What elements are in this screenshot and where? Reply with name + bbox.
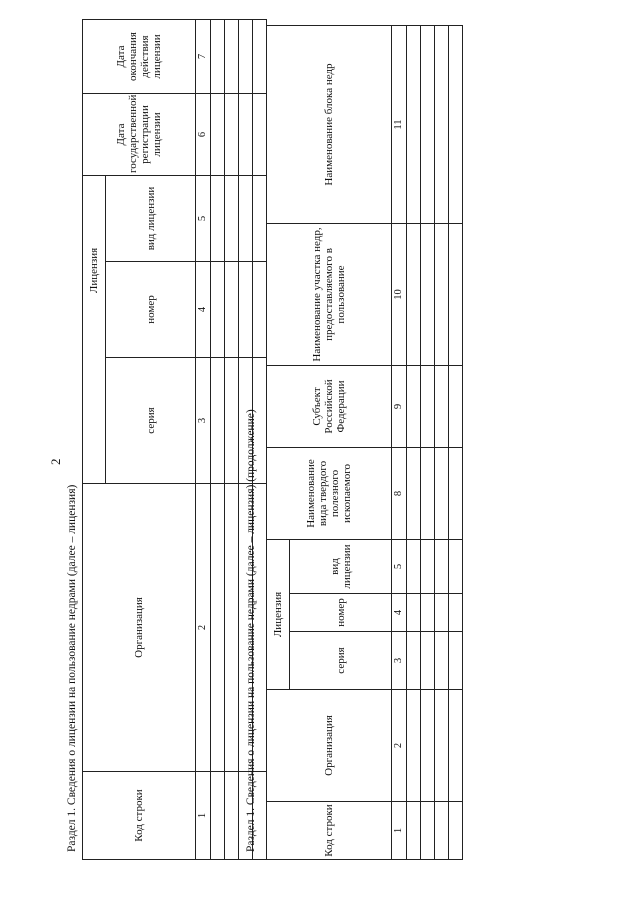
header-naim-vida: Наименование вида твердого полезного ископаемого <box>267 448 392 540</box>
cell-seriya[interactable] <box>211 358 225 484</box>
cell-seriya[interactable] <box>449 632 463 690</box>
cell-subekt[interactable] <box>407 366 421 448</box>
col-num: 5 <box>392 540 407 594</box>
header-org: Организация <box>83 484 196 772</box>
cell-org[interactable] <box>421 690 435 802</box>
cell-kod[interactable] <box>449 802 463 860</box>
cell-nomer[interactable] <box>211 262 225 358</box>
cell-nomer[interactable] <box>225 262 239 358</box>
cell-data-okon[interactable] <box>225 19 239 93</box>
cell-data-okon[interactable] <box>211 19 225 93</box>
header-subekt: Субъект Российской Федерации <box>267 366 392 448</box>
cell-naim-uchastka[interactable] <box>421 224 435 366</box>
col-num: 8 <box>392 448 407 540</box>
cell-vid[interactable] <box>239 175 253 261</box>
header-nomer: номер <box>106 262 196 358</box>
cell-kod[interactable] <box>225 772 239 860</box>
cell-nomer[interactable] <box>407 594 421 632</box>
cell-nomer[interactable] <box>449 594 463 632</box>
section-1-title: Раздел 1. Сведения о лицензии на пользование недрами (далее – лицензия) <box>66 484 78 852</box>
header-vid: вид лицензии <box>290 540 392 594</box>
cell-kod[interactable] <box>407 802 421 860</box>
table-row <box>407 26 421 860</box>
cell-naim-vida[interactable] <box>449 448 463 540</box>
header-data-reg: Дата государственной регистрации лицензии <box>83 93 196 175</box>
table-row <box>435 26 449 860</box>
cell-data-reg[interactable] <box>225 93 239 175</box>
cell-nomer[interactable] <box>239 262 253 358</box>
cell-nomer[interactable] <box>435 594 449 632</box>
header-org: Организация <box>267 690 392 802</box>
table-row <box>225 19 239 859</box>
col-num: 10 <box>392 224 407 366</box>
cell-data-okon[interactable] <box>239 19 253 93</box>
col-num: 4 <box>196 262 211 358</box>
cell-nomer[interactable] <box>421 594 435 632</box>
header-naim-bloka: Наименование блока недр <box>267 26 392 224</box>
table-row <box>211 19 225 859</box>
cell-subekt[interactable] <box>421 366 435 448</box>
cell-naim-vida[interactable] <box>407 448 421 540</box>
cell-vid[interactable] <box>421 540 435 594</box>
header-licenziya: Лицензия <box>267 540 290 690</box>
cell-vid[interactable] <box>211 175 225 261</box>
cell-vid[interactable] <box>407 540 421 594</box>
cell-data-reg[interactable] <box>239 93 253 175</box>
table-row <box>449 26 463 860</box>
header-seriya: серия <box>106 358 196 484</box>
cell-vid[interactable] <box>435 540 449 594</box>
col-num: 2 <box>196 484 211 772</box>
header-row-1 <box>83 19 106 859</box>
cell-data-okon[interactable] <box>253 19 267 93</box>
cell-nomer[interactable] <box>253 262 267 358</box>
cell-seriya[interactable] <box>435 632 449 690</box>
section-1-continuation-title: Раздел 1. Сведения о лицензии на пользование недрами (далее – лицензия) (продолжение) <box>245 409 257 852</box>
header-row-1 <box>267 26 290 860</box>
col-num: 2 <box>392 690 407 802</box>
cell-naim-uchastka[interactable] <box>407 224 421 366</box>
cell-subekt[interactable] <box>449 366 463 448</box>
col-num: 5 <box>196 175 211 261</box>
cell-org[interactable] <box>449 690 463 802</box>
cell-naim-bloka[interactable] <box>449 26 463 224</box>
cell-naim-bloka[interactable] <box>421 26 435 224</box>
col-num: 1 <box>392 802 407 860</box>
cell-kod[interactable] <box>435 802 449 860</box>
cell-org[interactable] <box>407 690 421 802</box>
cell-naim-vida[interactable] <box>435 448 449 540</box>
page-number: 2 <box>48 458 63 465</box>
license-info-continuation-table <box>266 25 463 860</box>
header-kod: Код строки <box>267 802 392 860</box>
cell-data-reg[interactable] <box>253 93 267 175</box>
cell-seriya[interactable] <box>407 632 421 690</box>
cell-naim-vida[interactable] <box>421 448 435 540</box>
cell-vid[interactable] <box>253 175 267 261</box>
cell-vid[interactable] <box>449 540 463 594</box>
cell-org[interactable] <box>435 690 449 802</box>
header-naim-uchastka: Наименование участка недр, предоставляемого в пользование <box>267 224 392 366</box>
col-num: 4 <box>392 594 407 632</box>
cell-naim-uchastka[interactable] <box>435 224 449 366</box>
cell-vid[interactable] <box>225 175 239 261</box>
cell-kod[interactable] <box>421 802 435 860</box>
header-nomer: номер <box>290 594 392 632</box>
col-num: 6 <box>196 93 211 175</box>
header-kod: Код строки <box>83 772 196 860</box>
col-num: 3 <box>392 632 407 690</box>
cell-org[interactable] <box>211 484 225 772</box>
header-data-okon: Дата окончания действия лицензии <box>83 19 196 93</box>
license-info-table <box>82 19 267 860</box>
table-row <box>421 26 435 860</box>
cell-kod[interactable] <box>211 772 225 860</box>
cell-org[interactable] <box>225 484 239 772</box>
column-number-row <box>392 26 407 860</box>
cell-naim-uchastka[interactable] <box>449 224 463 366</box>
cell-seriya[interactable] <box>225 358 239 484</box>
cell-data-reg[interactable] <box>211 93 225 175</box>
header-licenziya: Лицензия <box>83 175 106 483</box>
col-num: 3 <box>196 358 211 484</box>
cell-naim-bloka[interactable] <box>407 26 421 224</box>
cell-subekt[interactable] <box>435 366 449 448</box>
col-num: 1 <box>196 772 211 860</box>
col-num: 11 <box>392 26 407 224</box>
header-vid: вид лицензии <box>106 175 196 261</box>
cell-naim-bloka[interactable] <box>435 26 449 224</box>
col-num: 9 <box>392 366 407 448</box>
header-seriya: серия <box>290 632 392 690</box>
column-number-row <box>196 19 211 859</box>
col-num: 7 <box>196 19 211 93</box>
cell-seriya[interactable] <box>421 632 435 690</box>
